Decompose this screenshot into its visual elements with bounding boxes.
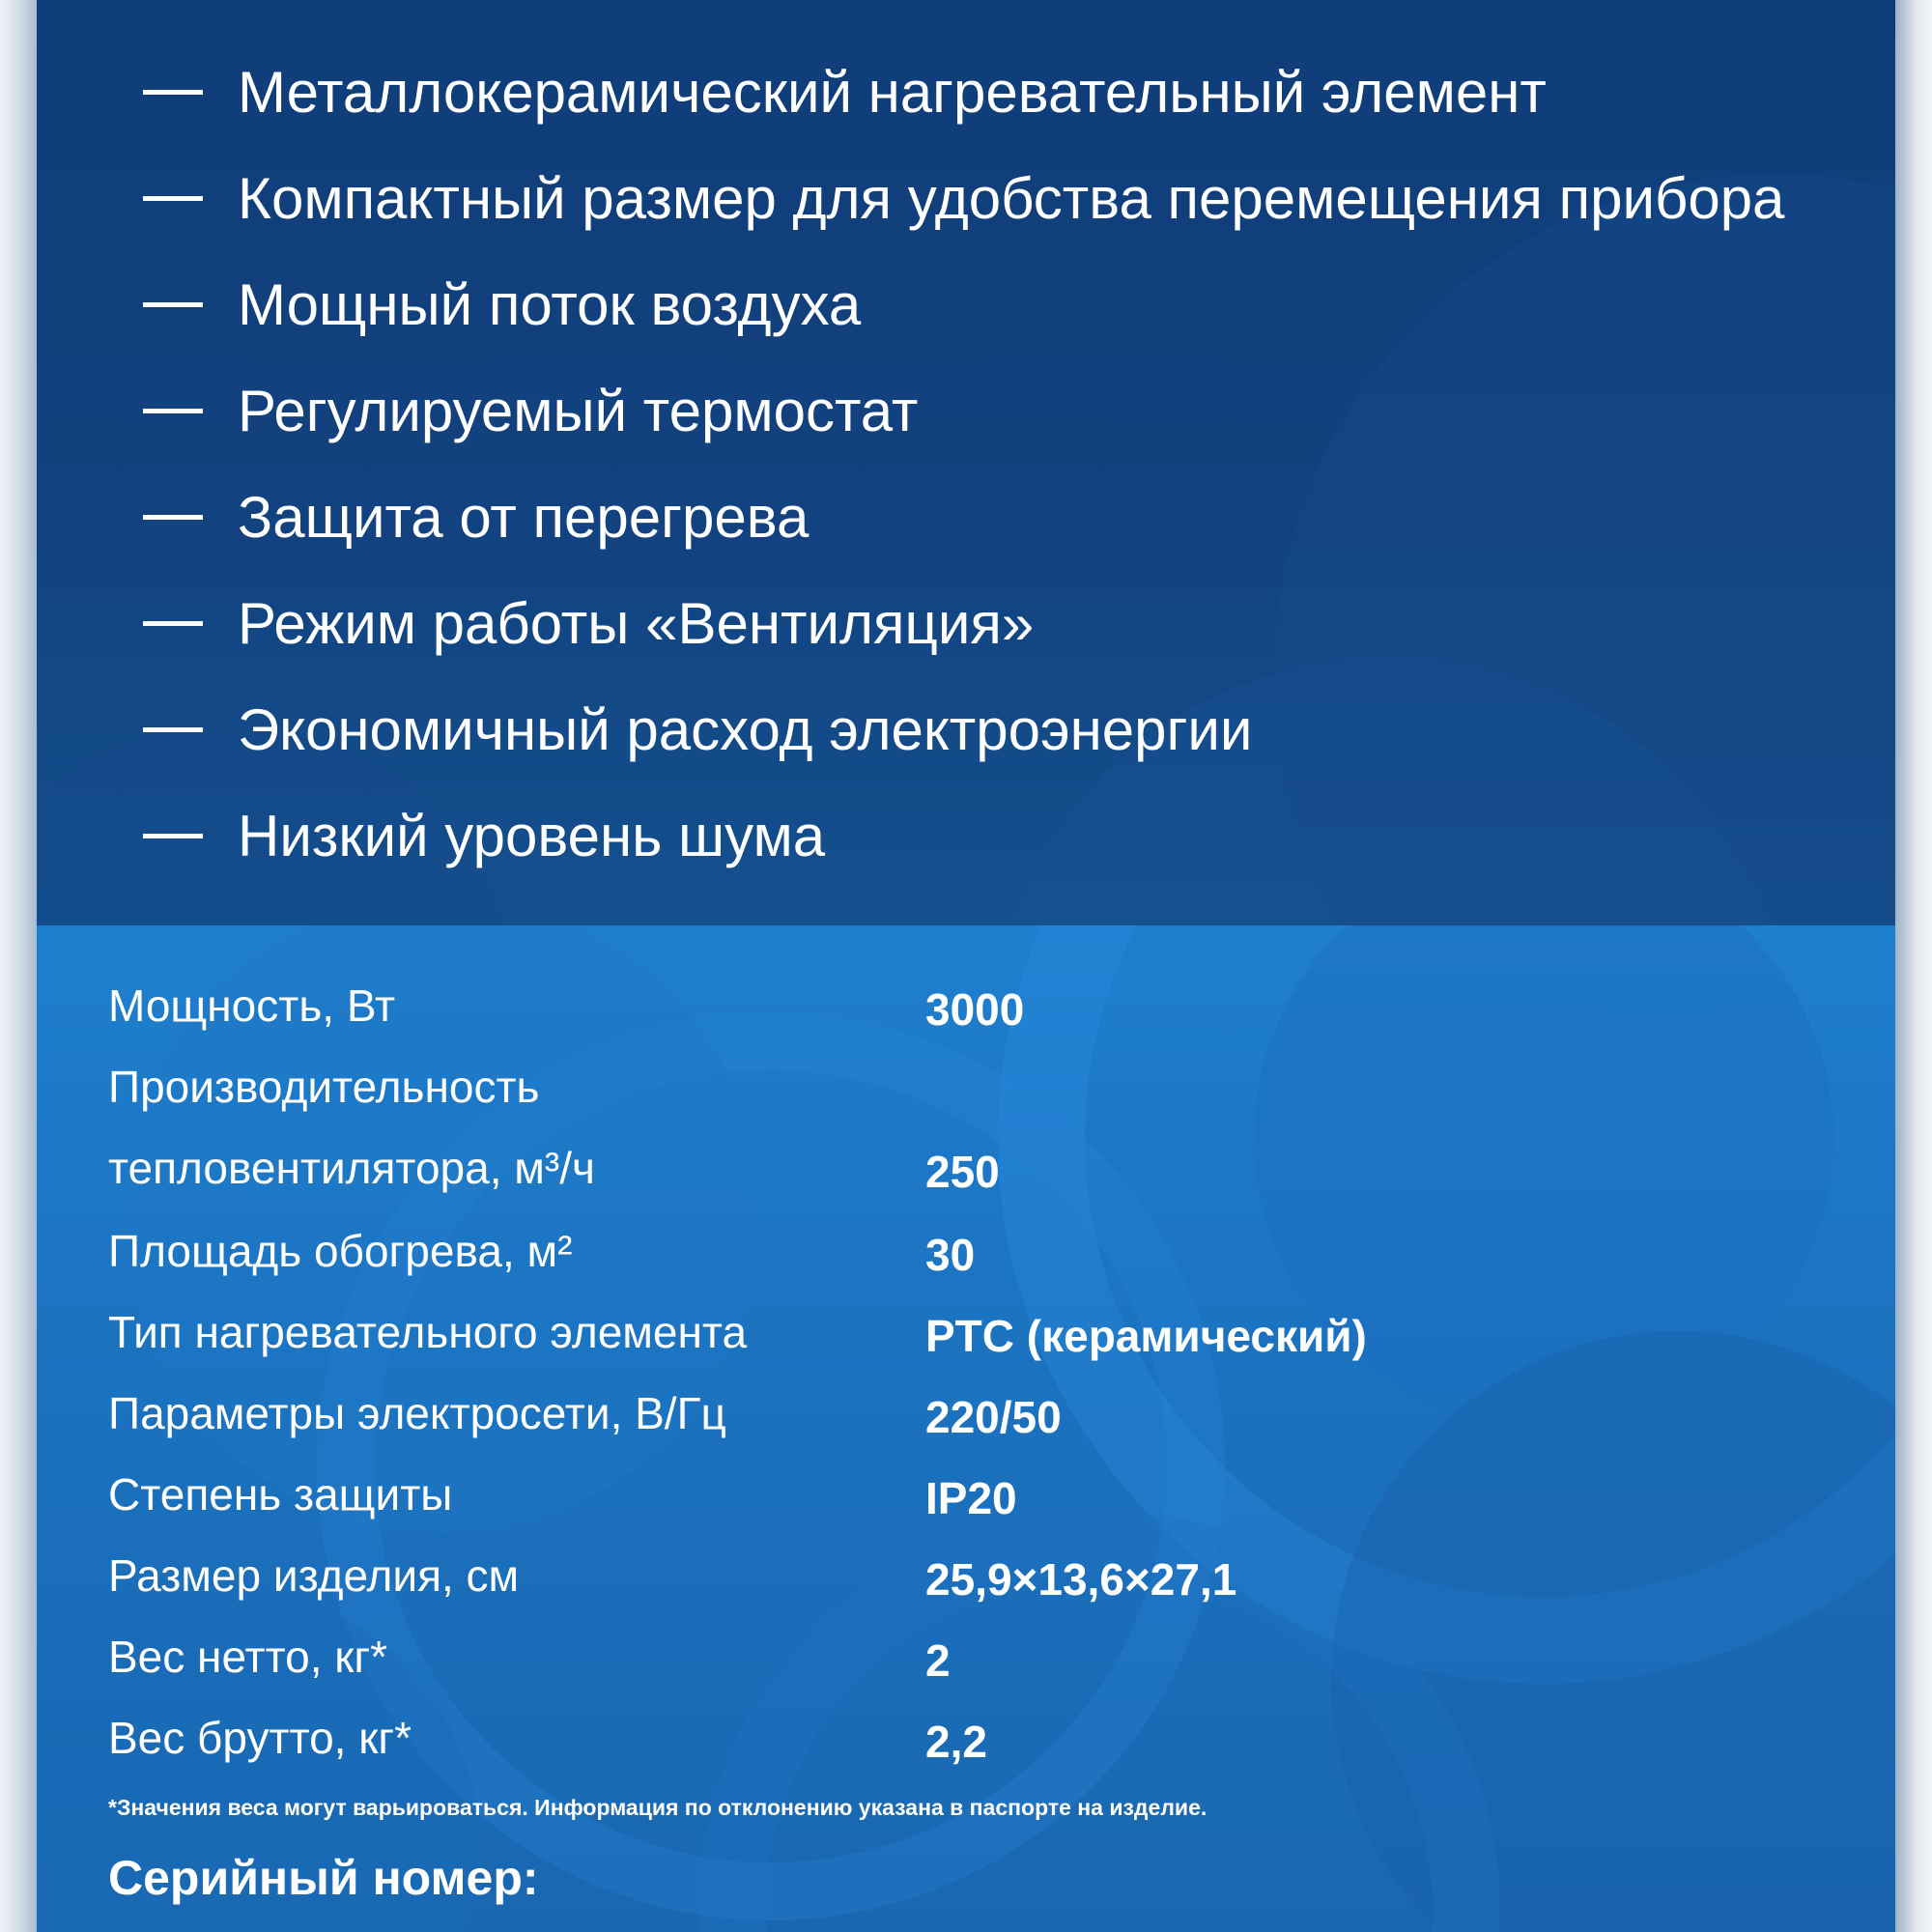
- dash-marker: [143, 302, 203, 307]
- feature-item: [143, 782, 1784, 889]
- spec-value: IP20: [925, 1473, 1017, 1523]
- feature-item: [143, 251, 1784, 357]
- feature-item: [143, 39, 1784, 145]
- dash-marker: [143, 196, 203, 201]
- feature-text: Низкий уровень шума: [238, 803, 826, 868]
- spec-value: 30: [925, 1230, 976, 1280]
- feature-text: Экономичный расход электроэнергии: [238, 696, 1253, 762]
- spec-value: 2: [925, 1635, 951, 1686]
- weight-footnote: *Значения веса могут варьироваться. Информация по отклонению указана в паспорте на изделие.: [108, 1795, 1208, 1820]
- serial-number-label: Серийный номер:: [108, 1851, 539, 1905]
- spec-value: 220/50: [925, 1392, 1062, 1442]
- feature-item: [143, 357, 1784, 464]
- feature-text: Режим работы «Вентиляция»: [238, 590, 1035, 656]
- package-left-edge: [0, 0, 37, 1932]
- spec-label-line1: Производительность: [108, 1062, 540, 1112]
- spec-label: Мощность, Вт: [108, 980, 396, 1031]
- features-panel: [37, 0, 1895, 925]
- spec-label: Параметры электросети, В/Гц: [108, 1388, 726, 1438]
- spec-label: Вес нетто, кг*: [108, 1632, 388, 1682]
- dash-marker: [143, 409, 203, 413]
- feature-item: [143, 570, 1784, 676]
- spec-label: Степень защиты: [108, 1469, 453, 1520]
- feature-list: [143, 39, 1784, 889]
- spec-label: [108, 1046, 842, 1208]
- dash-marker: [143, 90, 203, 95]
- spec-value: 25,9×13,6×27,1: [925, 1554, 1237, 1605]
- feature-text: Защита от перегрева: [238, 484, 810, 550]
- feature-item: [143, 145, 1784, 251]
- feature-text: Металлокерамический нагревательный элемент: [238, 59, 1547, 125]
- feature-text: Мощный поток воздуха: [238, 271, 862, 337]
- feature-text: Регулируемый термостат: [238, 378, 919, 443]
- feature-item: [143, 464, 1784, 570]
- spec-label: Вес брутто, кг*: [108, 1713, 412, 1763]
- spec-label-line2: тепловентилятора, м³/ч: [108, 1143, 595, 1193]
- dash-marker: [143, 515, 203, 520]
- feature-text: Компактный размер для удобства перемещения прибора: [238, 165, 1785, 231]
- feature-item: [143, 676, 1784, 782]
- package-right-edge: [1895, 0, 1932, 1932]
- dash-marker: [143, 727, 203, 732]
- spec-label: Размер изделия, см: [108, 1550, 520, 1601]
- spec-label: Тип нагревательного элемента: [108, 1307, 748, 1357]
- spec-value: PTC (керамический): [925, 1311, 1367, 1361]
- dash-marker: [143, 834, 203, 838]
- spec-value: 250: [925, 1147, 1000, 1197]
- spec-value: 3000: [925, 984, 1025, 1035]
- spec-label: Площадь обогрева, м²: [108, 1226, 573, 1276]
- spec-value: 2,2: [925, 1717, 987, 1767]
- dash-marker: [143, 621, 203, 626]
